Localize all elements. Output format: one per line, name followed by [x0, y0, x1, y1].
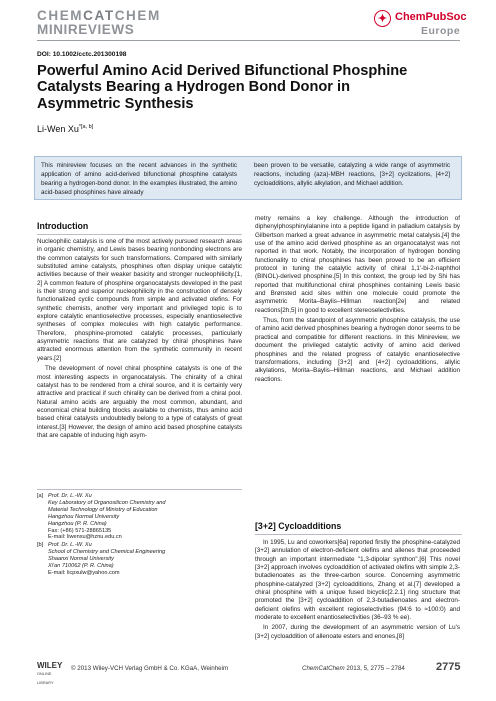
paragraph: The development of novel chiral phosphine catalysts is one of the most interesting aspects in organocatalysis. The chirality of a chiral catalyst has to be rendered from a chiral source, and it is certainly very attractive and practical if such chirality can be derived from a chiral pool. Natural amino acids are arguably the most common, abundant, and economical chiral building blocks available to chemists, thus amino acid based chiral catalysts undoubtedly belong to a type of catalysts of great interest.[3] However, the design of amino acid based phosphine catalysts that are capable of inducing high asym- [37, 365, 242, 439]
copyright: © 2013 Wiley-VCH Verlag GmbH & Co. KGaA, Weinheim [71, 665, 229, 672]
citation-journal: ChemCatChem [302, 665, 345, 672]
paragraph: In 1995, Lu and coworkers[6a] reported firstly the phosphine-catalyzed [3+2] annulation of electron-deficient olefins and allenes that proceeded through an important intermediate "1,3-dipolar synthon".[6] This novel [3+2] approach involves cycloaddition of activated olefins with simple 2,3-butadienoates as the three-carbon source. Concerning asymmetric phosphine-catalyzed [3+2] cycloadditions, Zhang et al.[7] developed a chiral phosphine with a unique fused bicyclic[2.2.1] ring structure that promoted the [3+2] cycloaddition of 2,3-butadienoates and electron-deficient olefins with excellent regioselectivities (94:6 to ≈100:0) and moderate to excellent enantioselectivities (36–93 % ee). [255, 539, 460, 622]
affiliation-line: Xi'an 710062 (P. R. China) [48, 563, 114, 570]
footnote-rule [37, 489, 242, 490]
author-marks: *[a, b] [78, 124, 94, 130]
affiliation-label: [b] [37, 542, 44, 549]
page-footer [37, 660, 462, 685]
article-title: Powerful Amino Acid Derived Bifunctional Phosphine Catalysts Bearing a Hydrogen Bond Donor in Asymmetric Synthesis [37, 63, 408, 112]
affiliation-line: Fax: (+86) 571-28865135 [48, 527, 112, 534]
left-column [37, 238, 242, 442]
affiliation-line: Material Technology of Ministry of Education [48, 506, 158, 513]
affiliation-label: [a] [37, 493, 44, 499]
publisher-region: Europe [421, 25, 461, 37]
affiliation-email[interactable]: E-mail: liwenxu@hznu.edu.cn [48, 534, 122, 541]
article-type: MINIREVIEWS [37, 22, 135, 37]
section-heading-rule [255, 534, 462, 535]
wiley-logo-subtext: ONLINE LIBRARY [37, 672, 54, 685]
right-column-cycloadditions [255, 539, 460, 643]
section-heading-rule [37, 234, 242, 235]
affiliation-line: Prof. Dr. L.-W. Xu [48, 493, 92, 499]
right-column [255, 215, 460, 386]
affiliation-line: School of Chemistry and Chemical Engineering [48, 549, 166, 556]
abstract-text-right: been proven to be versatile, catalyzing a wide range of asymmetric reactions, including (aza)-MBH reactions, [3+2] cyclizations, [4+2] cycloadditions, allylic alkylation, and Michael addition. [254, 162, 450, 187]
abstract-text-left: This minireview focuses on the recent advances in the synthetic application of amino acid-derived bifunctional phosphine catalysts bearing a hydrogen-bond donor. In the examples illustrated, the amino acid-based phosphines have already [41, 162, 237, 196]
citation [302, 665, 405, 672]
chempubsoc-logo-icon: ✦ [374, 10, 391, 27]
affiliation-line: Key Laboratory of Organosilicon Chemistry and [48, 499, 166, 506]
wiley-logo [37, 662, 67, 687]
journal-name-part: CHEM [114, 8, 161, 23]
abstract-box [34, 156, 462, 200]
journal-name-part: CAT [83, 8, 115, 23]
author-line [37, 124, 93, 134]
paragraph: Nucleophilic catalysis is one of the most actively pursued research areas in organic chemistry, and Lewis bases bearing nonbonding electrons are the common catalysts for such transformations. Compared with similarly substituted amine catalysts, phosphines often display unique catalytic activities because of their weaker basicity and stronger nucleophilicity.[1, 2] A common feature of phosphine organocatalysts developed in the past is their strong and superior nucleophilicity in the construction of densely functionalized cyclic compounds from simple and activated olefins. For synthetic chemists, another very important and privileged topic is to explore catalytic enantioselective processes, especially enantioselective syntheses of complex molecules with high catalytic performance. Therefore, phosphine-promoted catalytic processes, particularly asymmetric reactions that are catalyzed by chiral phosphines have attracted enormous attention from the synthetic community in recent years.[2] [37, 238, 242, 362]
affiliation-email[interactable]: E-mail: licpxulw@yahoo.com [48, 569, 120, 576]
journal-name-part: CHEM [37, 8, 84, 23]
author-name: Li-Wen Xu [37, 124, 79, 134]
paragraph: metry remains a key challenge. Although the introduction of diphenylphosphinylalanine into a peptide ligand in palladium catalysis by Gilbertson marked a great advance in asymmetric metal catalysis,[4] the use of the amino acid derived phosphine as an organocatalyst was not reported in that work. Notably, the incorporation of hydrogen bonding functionality to chiral phosphines has been proved to be an efficient protocol in tuning the catalytic activity of chiral 1,1'-bi-2-naphthol (BINOL)-derived phosphine.[5] In this context, the group led by Shi has reported that multifunctional chiral phosphines containing Lewis basic and Brønsted acid sites within one molecule could promote the asymmetric Morita–Baylis–Hillman reaction[2e] and related reactions[2h,5] in good to excellent stereoselectivities. [255, 215, 460, 314]
affiliation-line: Shaanxi Normal University [48, 556, 114, 563]
paragraph: Thus, from the standpoint of asymmetric phosphine catalysis, the use of amino acid derived phosphines bearing a hydrogen donor seems to be practical and compatible for different reactions. In this Minireview, we document the privileged catalytic activity of amino acid derived phosphines and the related progress of catalytic enantioselective transformations, including [3+2] and [4+2] cycloadditions, allylic alkylations, Morita–Baylis–Hillman reactions, and Michael addition reactions. [255, 317, 460, 383]
affiliation-line: Prof. Dr. L.-W. Xu [48, 542, 92, 549]
affiliation-line: Hangzhou (P. R. China) [48, 520, 107, 527]
affiliation-line: Hangzhou Normal University [48, 513, 120, 520]
journal-name [37, 9, 161, 23]
wiley-logo-text: WILEY [37, 661, 63, 670]
affiliation-lines [48, 542, 165, 577]
doi[interactable]: DOI: 10.1002/cctc.201300198 [37, 51, 127, 58]
affiliation-lines [48, 493, 166, 541]
affiliations [37, 493, 242, 577]
affiliation-b [37, 542, 242, 577]
paragraph: In 2007, during the development of an asymmetric version of Lu's [3+2] cycloaddition of allenoate esters and enones,[8] [255, 624, 460, 640]
section-heading-cycloadditions: [3+2] Cycloadditions [255, 521, 342, 531]
page-number: 2775 [436, 661, 461, 673]
publisher-logo [374, 9, 470, 41]
affiliation-a [37, 493, 242, 541]
section-heading-introduction: Introduction [37, 221, 89, 231]
publisher-name: ChemPubSoc [395, 11, 467, 23]
citation-details: 2013, 5, 2775 – 2784 [346, 665, 405, 672]
